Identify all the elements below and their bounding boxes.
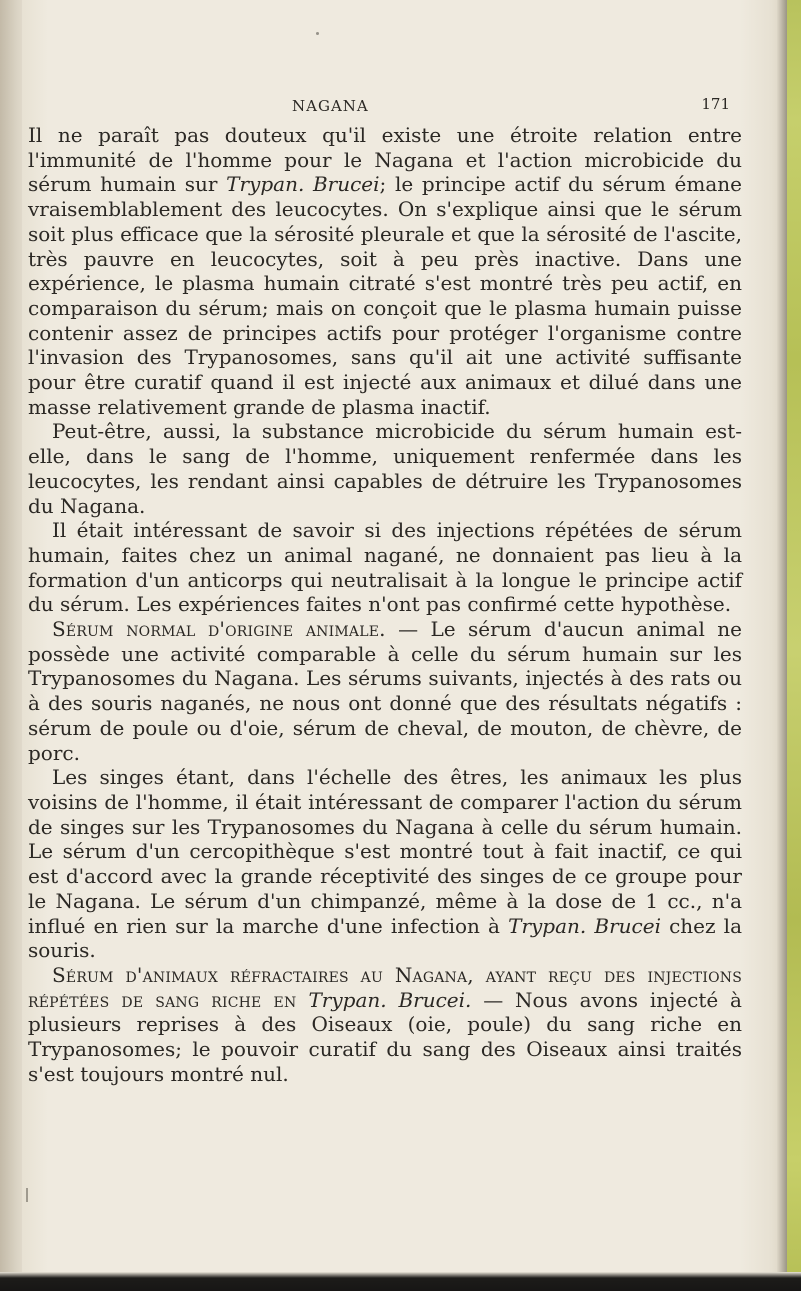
paper-speck [316, 32, 319, 35]
paragraph-5-species: Trypan. Brucei [508, 913, 661, 938]
paragraph-5-tail: chez la souris. [28, 913, 742, 963]
paragraph-1-species: Trypan. Brucei [226, 172, 380, 197]
page-number: 171 [701, 95, 730, 113]
paragraph-5 [28, 765, 742, 963]
paragraph-3 [28, 518, 742, 617]
paragraph-4-text: — Le sérum d'aucun animal ne possède une activité comparable à celle du sérum humain sur les Trypanosomes du Nagana. Les sérums suivants, injectés à des rats ou à des souris naganés, ne nous ont donné que des résultats négatifs : sérum de poule ou d'oie, sérum de cheval, de mouton, de chèvre, de porc. [28, 617, 742, 765]
paragraph-6-text: — Nous avons injecté à plusieurs reprises à des Oiseaux (oie, poule) du sang riche en Trypanosomes; le pouvoir curatif du sang des Oiseaux ainsi traités s'est toujours montré nul. [28, 987, 742, 1086]
paragraph-2 [28, 419, 742, 518]
running-head: NAGANA [292, 97, 369, 115]
binding-shadow [777, 0, 787, 1291]
green-edge-strip [787, 0, 801, 1291]
paragraph-3-text: Il était intéressant de savoir si des injections répétées de sérum humain, faites chez un animal nagané, ne donnaient pas lieu à la formation d'un anticorps qui neutralisait à la longue le principe actif du sérum. Les expériences faites n'ont pas confirmé cette hypothèse. [28, 518, 742, 617]
paragraph-1-text: Il ne paraît pas douteux qu'il existe une étroite relation entre l'immunité de l'homme pour le Nagana et l'action microbicide du sérum humain sur [28, 123, 742, 197]
paragraph-5-text: Les singes étant, dans l'échelle des êtres, les animaux les plus voisins de l'homme, il était intéressant de comparer l'action du sérum de singes sur les Trypanosomes du Nagana à celle du sérum humain. Le sérum d'un cercopithèque s'est montré tout à fait inactif, ce qui est d'accord avec la grande réceptivité des singes de ce groupe pour le Nagana. Le sérum d'un chimpanzé, même à la dose de 1 cc., n'a influé en rien sur la marche d'une infection à [28, 765, 742, 938]
section-heading-normal-serum: Sérum normal d'origine animale. [52, 617, 386, 642]
section-heading-species: Trypan. Brucei. [308, 987, 472, 1012]
paragraph-1 [28, 123, 742, 419]
body-text [28, 123, 742, 1086]
bottom-edge-shadow [0, 1272, 801, 1291]
section-heading-refractory-animals: Sérum d'animaux réfractaires au Nagana, ayant reçu des injections répétées de sang riche en [28, 962, 742, 1012]
margin-mark [26, 1188, 28, 1202]
paragraph-6 [28, 963, 742, 1087]
paragraph-1-tail: ; le principe actif du sérum émane vraisemblablement des leucocytes. On s'explique ainsi que le sérum soit plus efficace que la sérosité pleurale et que la sérosité de l'ascite, très pauvre en leucocytes, soit à peu près inactive. Dans une expérience, le plasma humain citraté s'est montré très peu actif, en comparaison du sérum; mais on conçoit que le plasma humain puisse contenir assez de principes actifs pour protéger l'organisme contre l'invasion des Trypanosomes, sans qu'il ait une activité suffisante pour être curatif quand il est injecté aux animaux et dilué dans une masse relativement grande de plasma inactif. [28, 172, 742, 419]
left-page-shadow [0, 0, 22, 1291]
paragraph-4 [28, 617, 742, 765]
paragraph-2-text: Peut-être, aussi, la substance microbicide du sérum humain est-elle, dans le sang de l'homme, uniquement renfermée dans les leucocytes, les rendant ainsi capables de détruire les Trypanosomes du Nagana. [28, 419, 742, 518]
